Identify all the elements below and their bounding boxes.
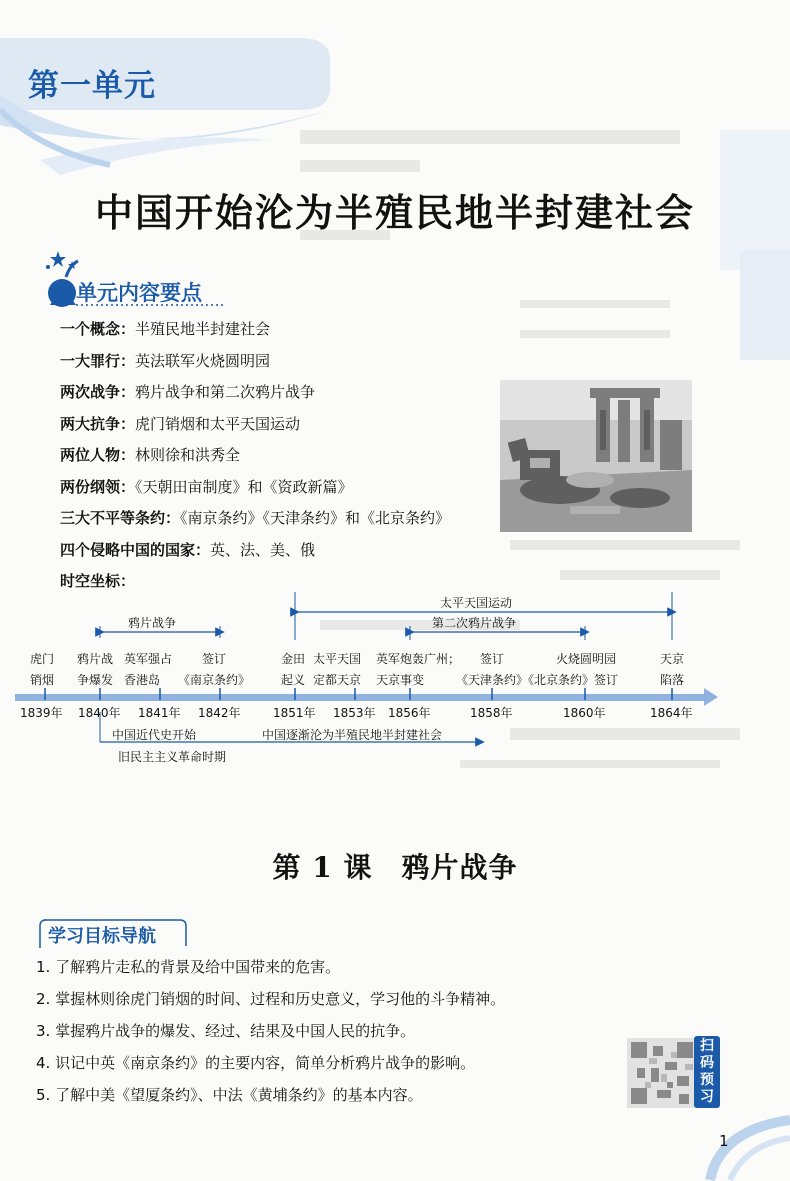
second-opium-war-label: 第二次鸦片战争 <box>432 616 517 630</box>
point-key: 一个概念： <box>60 320 136 338</box>
unit-label: 第一单元 <box>28 68 156 104</box>
timeline-year: 1858年 <box>470 706 513 720</box>
timeline-year: 1856年 <box>388 706 431 720</box>
lesson-title: 第 1 课 鸦片战争 <box>272 851 518 884</box>
page-number: 1 <box>719 1132 729 1150</box>
point-value: 鸦片战争和第二次鸦片战争 <box>135 383 316 401</box>
point-key: 时空坐标： <box>60 572 136 590</box>
timeline-event: 签订 《天津条约》《北京条约》签订 <box>456 652 619 687</box>
scan-preview-tag[interactable]: 扫 码 预 习 <box>694 1036 720 1108</box>
list-item <box>60 570 450 602</box>
opium-war-label: 鸦片战争 <box>128 616 177 630</box>
timeline-year: 1860年 <box>563 706 606 720</box>
timeline-year: 1839年 <box>20 706 63 720</box>
point-value: 虎门销烟和太平天国运动 <box>135 414 301 433</box>
qr-code[interactable] <box>627 1038 697 1108</box>
point-key: 三大不平等条约： <box>60 509 181 527</box>
list-item: 1. 了解鸦片走私的背景及给中国带来的危害。 <box>36 958 341 976</box>
list-item: 5. 了解中美《望厦条约》、中法《黄埔条约》的基本内容。 <box>36 1086 423 1104</box>
list-item: 4. 识记中英《南京条约》的主要内容，简单分析鸦片战争的影响。 <box>36 1054 476 1072</box>
goals-header <box>38 918 188 948</box>
timeline-event: 天京 陷落 <box>660 652 685 687</box>
taiping-label: 太平天国运动 <box>440 596 513 610</box>
timeline-year: 1864年 <box>650 706 693 720</box>
point-value: 《南京条约》《天津条约》和《北京条约》 <box>180 509 451 527</box>
goals-title: 学习目标导航 <box>48 926 156 947</box>
timeline-event: 鸦片战 争爆发 <box>77 652 114 687</box>
point-key: 一大罪行： <box>60 351 136 370</box>
timeline-year: 1853年 <box>333 706 376 720</box>
timeline-year: 1840年 <box>78 706 121 720</box>
timeline-event: 太平天国 定都天京 <box>313 652 362 687</box>
list-item <box>60 476 450 508</box>
key-points-list <box>60 318 450 602</box>
timeline-event: 英军强占 香港岛 <box>124 652 173 687</box>
point-key: 两次战争： <box>60 383 136 401</box>
list-item <box>60 318 450 350</box>
point-value: 林则徐和洪秀全 <box>135 446 241 464</box>
timeline-event: 签订 《南京条约》 <box>178 652 251 687</box>
point-key: 四个侵略中国的国家： <box>60 540 211 559</box>
old-revolution-label: 旧民主主义革命时期 <box>118 750 227 764</box>
timeline-year: 1841年 <box>138 706 181 720</box>
goals-list <box>36 956 505 1116</box>
list-item <box>60 539 450 571</box>
timeline-event: 火烧圆明园 <box>556 652 617 666</box>
point-value: 英法联军火烧圆明园 <box>135 351 271 370</box>
section-header <box>36 247 236 321</box>
yuanmingyuan-ruins-photo <box>500 380 692 532</box>
page-title: 中国开始沦为半殖民地半封建社会 <box>94 191 695 235</box>
list-item: 3. 掌握鸦片战争的爆发、经过、结果及中国人民的抗争。 <box>36 1022 416 1040</box>
point-key: 两大抗争： <box>60 414 136 433</box>
list-item <box>60 350 450 382</box>
page-corner-decoration <box>700 1110 790 1181</box>
list-item <box>60 381 450 413</box>
point-value: 英、法、美、俄 <box>210 540 316 559</box>
timeline-event: 英军炮轰广州； 天京事变 <box>376 652 461 687</box>
list-item <box>60 444 450 476</box>
modern-history-start-label: 中国近代史开始 <box>112 728 197 742</box>
timeline-year: 1851年 <box>273 706 316 720</box>
list-item: 2. 掌握林则徐虎门销烟的时间、过程和历史意义，学习他的斗争精神。 <box>36 990 506 1008</box>
list-item <box>60 507 450 539</box>
semi-colonial-label: 中国逐渐沦为半殖民地半封建社会 <box>262 728 443 742</box>
point-value: 《天朝田亩制度》和《资政新篇》 <box>135 477 353 496</box>
point-value: 半殖民地半封建社会 <box>135 320 271 338</box>
point-key: 两位人物： <box>60 446 136 464</box>
timeline-event: 虎门 销烟 <box>30 652 55 687</box>
list-item <box>60 413 450 445</box>
timeline-year: 1842年 <box>198 706 241 720</box>
timeline-event: 金田 起义 <box>281 652 306 687</box>
point-key: 两份纲领： <box>60 477 136 496</box>
section-title: 单元内容要点 <box>76 281 202 305</box>
